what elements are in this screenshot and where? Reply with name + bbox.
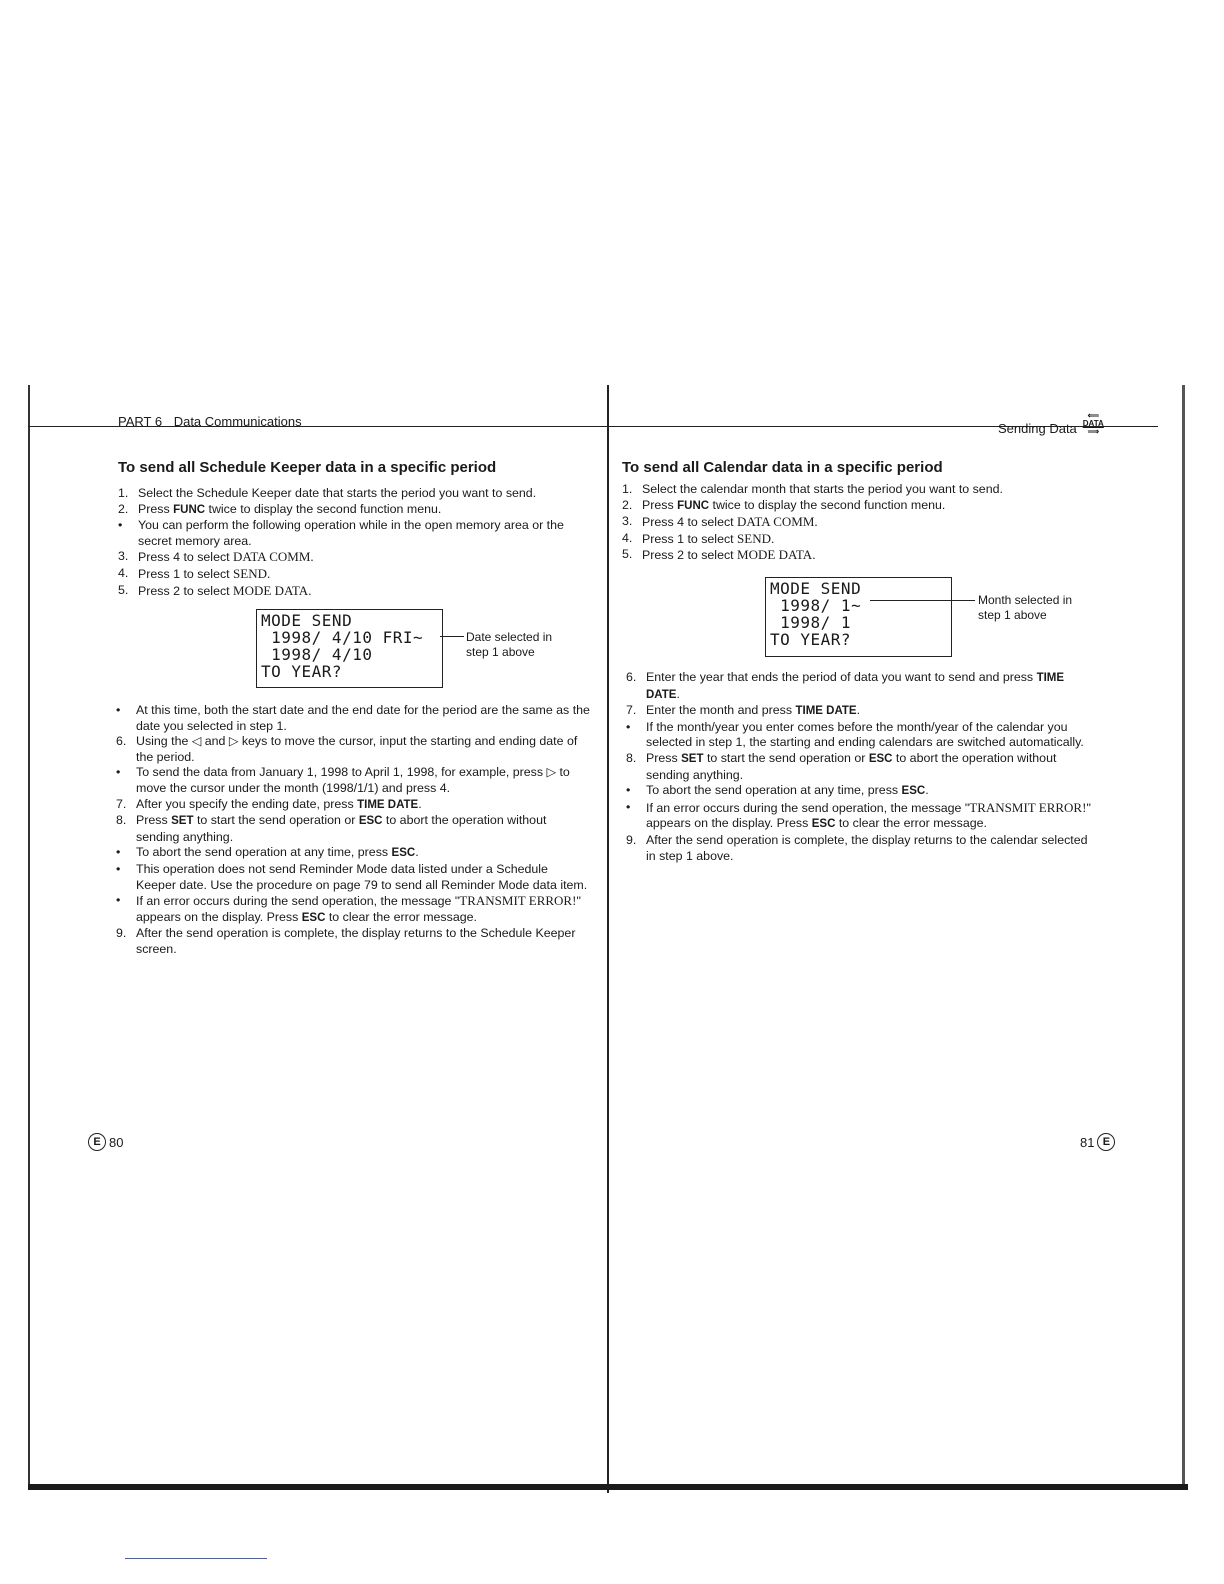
item-text: Select the Schedule Keeper date that starts the period you want to send.	[138, 486, 537, 500]
bullet-note	[114, 862, 590, 893]
item-marker: 7.	[116, 796, 127, 811]
item-text: twice to display the second function menu.	[205, 501, 442, 516]
display-text: MODE DATA.	[737, 547, 816, 563]
callout-pointer	[440, 636, 464, 637]
item-marker: 6.	[116, 734, 127, 749]
item-marker: 8.	[626, 750, 637, 765]
item-marker: 6.	[626, 670, 637, 684]
step-item	[116, 566, 588, 583]
step-item	[624, 833, 1094, 864]
item-marker: 8.	[116, 813, 127, 828]
item-marker: 4.	[622, 530, 633, 545]
lcd-line: MODE SEND	[770, 579, 862, 598]
left-page-number	[88, 1133, 123, 1151]
item-text: Press 4 to select	[642, 515, 738, 530]
item-text: After you specify the ending date, press	[136, 796, 358, 811]
e-circle-icon: E	[1097, 1133, 1115, 1151]
step-item	[620, 498, 1092, 515]
callout-line: step 1 above	[466, 645, 535, 659]
right-edge-line	[1182, 385, 1185, 1490]
item-marker: 1.	[118, 486, 129, 500]
step-item	[620, 482, 1092, 498]
item-text: to clear the error message.	[835, 816, 987, 831]
bullet-note	[114, 765, 590, 796]
item-text: Enter the year that ends the period of data you want to send and press	[646, 670, 1037, 684]
display-text: SEND.	[233, 565, 271, 581]
key-name: ESC	[868, 752, 893, 765]
display-text: TRANSMIT ERROR!	[459, 893, 577, 909]
item-text: to start the send operation or	[193, 813, 359, 828]
step-item	[116, 549, 588, 566]
item-text: If an error occurs during the send operation, the message "	[646, 800, 970, 815]
part-label: PART 6	[118, 414, 163, 429]
item-text: to abort the operation without sending anything.	[646, 750, 1057, 782]
step-item	[114, 797, 590, 814]
lcd-line: 1998/ 4/10	[261, 645, 373, 664]
key-name: SET	[171, 815, 194, 828]
item-text: .	[856, 703, 861, 718]
item-text: to clear the error message.	[325, 909, 477, 924]
key-name: ESC	[901, 785, 926, 798]
lcd-line: MODE SEND	[261, 611, 353, 630]
item-text: Press 2 to select	[642, 548, 738, 563]
right-lcd-screen	[765, 577, 952, 657]
item-text: .	[415, 845, 419, 860]
item-marker: •	[116, 893, 121, 908]
item-text: At this time, both the start date and the end date for the period are the same as the date you selected in step 1.	[136, 703, 590, 733]
step-item	[114, 813, 590, 845]
item-marker: •	[116, 845, 121, 860]
e-circle-icon: E	[88, 1133, 106, 1151]
key-name: ESC	[391, 847, 416, 860]
item-text: After the send operation is complete, the display returns to the Schedule Keeper screen.	[136, 926, 576, 956]
item-marker: 9.	[626, 832, 637, 847]
lcd-line: TO YEAR?	[261, 662, 343, 681]
bottom-edge-bar	[28, 1484, 1188, 1490]
left-page-title: To send all Schedule Keeper data in a specific period	[118, 459, 497, 476]
item-marker: 2.	[118, 501, 129, 516]
item-text: Press 1 to select	[138, 566, 234, 581]
step-item	[620, 547, 1092, 564]
item-text: " appears on the display. Press	[136, 894, 581, 924]
callout-pointer	[870, 600, 975, 601]
right-steps-list	[620, 482, 1092, 564]
data-transfer-icon: ⟸ DATA ⟹	[1082, 411, 1104, 436]
item-text: Press 4 to select	[138, 550, 234, 565]
item-marker: •	[626, 783, 631, 798]
step-item	[624, 703, 1094, 720]
item-marker: 2.	[622, 497, 633, 512]
left-steps-list-2	[114, 703, 590, 958]
display-text: SEND.	[737, 530, 775, 546]
item-text: " appears on the display. Press	[646, 800, 1091, 831]
item-text: This operation does not send Reminder Mode data listed under a Schedule Keeper date. Use the procedure on page 79 to send all Reminder Mode data item.	[136, 861, 588, 892]
key-name: TIME DATE	[646, 672, 1065, 701]
bullet-note	[114, 845, 590, 862]
item-text: to start the send operation or	[703, 750, 869, 765]
footnote-rule	[125, 1558, 267, 1559]
key-name: SET	[681, 752, 704, 765]
key-name: ESC	[301, 911, 326, 924]
item-text: Press 2 to select	[138, 583, 234, 598]
item-marker: 3.	[622, 514, 633, 529]
item-marker: •	[626, 799, 631, 814]
item-text: If the month/year you enter comes before the month/year of the calendar you selected in step 1, the starting and ending calendars are switched automatically.	[646, 719, 1084, 750]
item-marker: •	[116, 765, 121, 780]
item-marker: 1.	[622, 482, 633, 496]
step-item	[624, 670, 1094, 703]
step-item	[620, 514, 1092, 531]
section-label: Data Communications	[173, 414, 302, 429]
step-item	[114, 926, 590, 957]
item-marker: 5.	[118, 582, 129, 597]
page-number: 81	[1080, 1134, 1095, 1150]
display-text: MODE DATA.	[233, 582, 312, 598]
lcd-line: TO YEAR?	[770, 630, 852, 649]
bullet-note	[624, 783, 1094, 800]
book-spine	[607, 385, 609, 1493]
item-text: Press	[136, 813, 172, 828]
key-name: TIME DATE	[357, 798, 419, 811]
left-lcd-screen	[256, 609, 443, 688]
item-marker: 7.	[626, 703, 637, 718]
item-marker: •	[118, 518, 123, 533]
bullet-note	[624, 800, 1094, 833]
bullet-note	[114, 893, 590, 926]
item-text: To abort the send operation at any time, press	[136, 845, 392, 860]
display-text: DATA COMM.	[737, 514, 818, 530]
item-text: to abort the operation without sending anything.	[136, 813, 547, 844]
item-text: Press	[642, 497, 678, 512]
item-text: .	[925, 783, 929, 798]
item-text: .	[676, 686, 680, 701]
bullet-note	[116, 518, 588, 549]
callout-line: step 1 above	[978, 608, 1047, 622]
step-item	[620, 531, 1092, 548]
callout-line: Date selected in	[466, 630, 553, 644]
item-text: Press 1 to select	[642, 531, 738, 546]
step-item	[116, 486, 588, 502]
right-steps-list-2	[624, 670, 1094, 864]
step-item	[116, 583, 588, 600]
item-text: Enter the month and press	[646, 703, 796, 718]
item-marker: •	[116, 861, 121, 876]
item-text: Press	[138, 501, 174, 516]
left-edge-line	[28, 385, 30, 1490]
data-icon-label: DATA	[1082, 419, 1104, 428]
key-name: FUNC	[173, 503, 206, 516]
item-marker: 5.	[622, 547, 633, 562]
item-text: To send the data from January 1, 1998 to April 1, 1998, for example, press ▷ to move the cursor under the month (1998/1/1) and press 4.	[136, 765, 570, 795]
page-number: 80	[109, 1134, 124, 1150]
key-name: TIME DATE	[795, 705, 857, 718]
step-item	[116, 502, 588, 519]
bullet-note	[114, 703, 590, 734]
item-marker: 3.	[118, 549, 129, 564]
item-text: twice to display the second function menu.	[709, 497, 946, 512]
item-text: .	[418, 796, 422, 811]
item-marker: •	[626, 719, 631, 734]
step-item	[114, 734, 590, 765]
display-text: DATA COMM.	[233, 549, 314, 565]
right-lcd-callout	[978, 593, 1072, 623]
item-text: To abort the send operation at any time, press	[646, 783, 902, 798]
section-label: Sending Data	[998, 421, 1077, 436]
display-text: TRANSMIT ERROR!	[969, 799, 1087, 815]
item-marker: •	[116, 703, 121, 717]
item-text: You can perform the following operation while in the open memory area or the secret memory area.	[138, 518, 564, 548]
lcd-line: 1998/ 1	[770, 613, 852, 632]
right-page-number	[1080, 1133, 1115, 1151]
key-name: ESC	[811, 818, 836, 831]
item-text: Using the ◁ and ▷ keys to move the cursor, input the starting and ending date of the period.	[136, 734, 578, 764]
item-text: After the send operation is complete, the display returns to the calendar selected in step 1 above.	[646, 832, 1088, 863]
lcd-line: 1998/ 1~	[770, 596, 862, 615]
bullet-note	[624, 720, 1094, 751]
key-name: FUNC	[677, 499, 710, 512]
item-text: If an error occurs during the send operation, the message "	[136, 894, 460, 909]
lcd-line: 1998/ 4/10 FRI~	[261, 628, 424, 647]
item-text: Press	[646, 750, 682, 765]
right-page-title: To send all Calendar data in a specific period	[622, 459, 943, 476]
item-marker: 9.	[116, 926, 127, 941]
item-text: Select the calendar month that starts the period you want to send.	[642, 482, 1003, 496]
left-lcd-callout	[466, 630, 552, 660]
left-running-header	[118, 414, 302, 429]
right-running-header	[998, 412, 1104, 436]
step-item	[624, 751, 1094, 783]
left-steps-list	[116, 486, 588, 599]
key-name: ESC	[358, 815, 383, 828]
callout-line: Month selected in	[978, 593, 1073, 607]
item-marker: 4.	[118, 565, 129, 580]
